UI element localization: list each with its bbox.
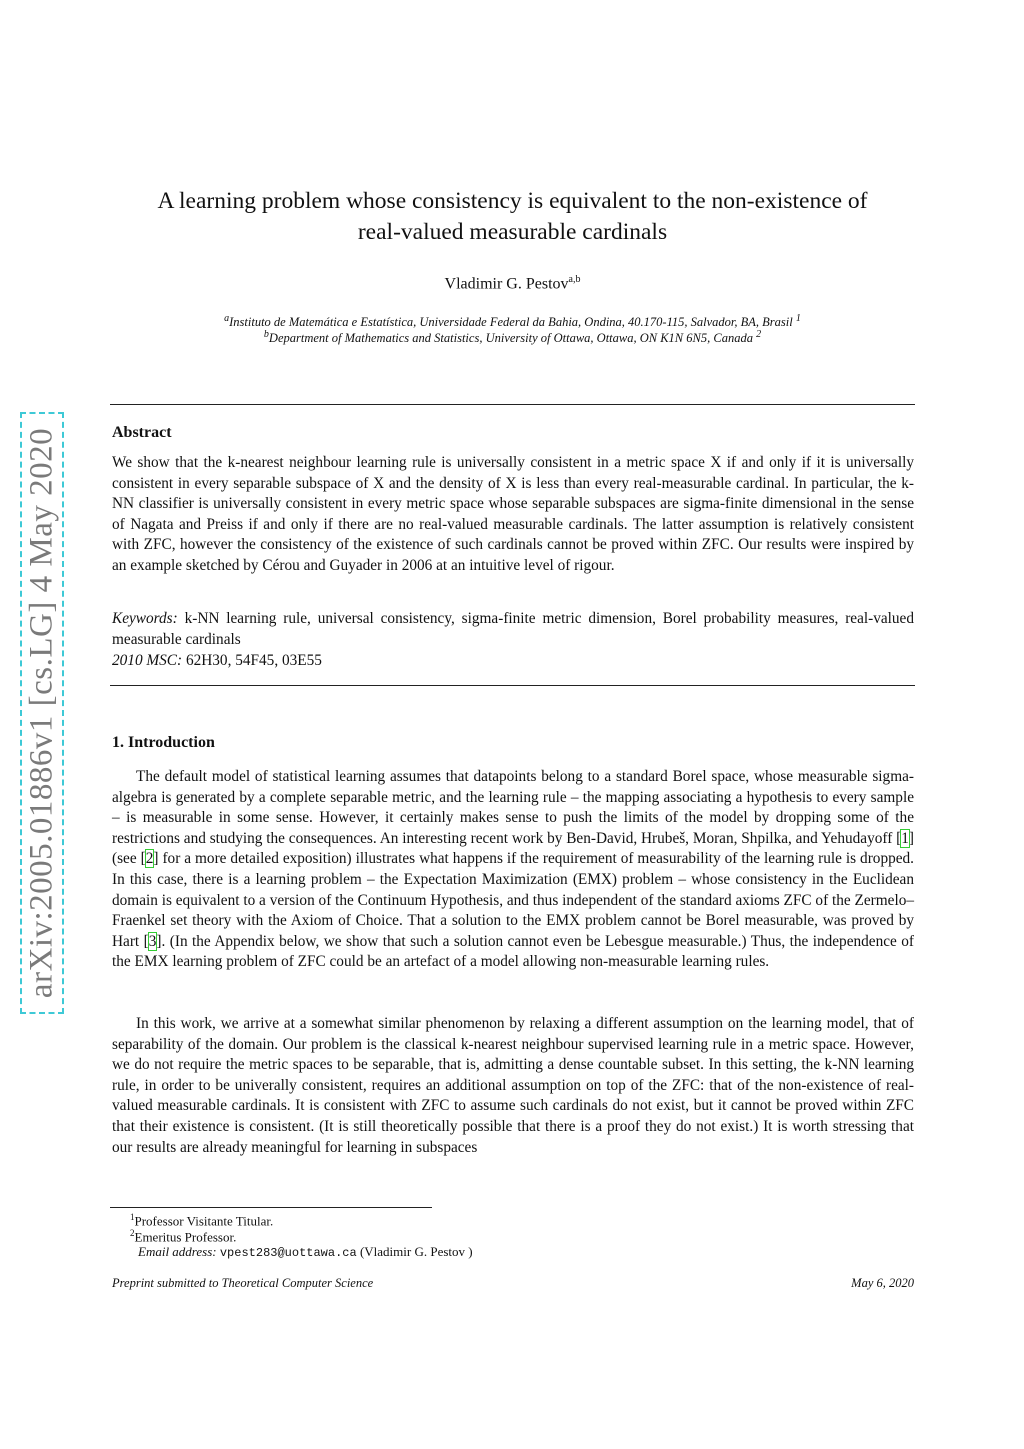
arxiv-identifier-text: arXiv:2005.01886v1 [cs.LG] 4 May 2020	[23, 427, 60, 999]
footnote-1-text: Professor Visitante Titular.	[134, 1213, 274, 1229]
intro-paragraph-2: In this work, we arrive at a somewhat similar phenomenon by relaxing a different assumption on the learning model, that of separability of the domain. Our problem is the classical k-nearest neighbour supervised learning rule in a metric space. However, we do not require the metric spaces to be separable, that is, admitting a dense countable subset. In this setting, the k-NN learning rule, in order to be univerally consistent, requires an additional assumption on top of the ZFC: that of the non-existence of real-valued measurable cardinals. It is consistent with ZFC to assume such cardinals do not exist, but it cannot be proved within ZFC that their existence is consistent. (It is still theoretically possible that there is a proof they do not exist.) It is worth stressing that our results are already meaningful for learning in subspaces	[112, 1015, 914, 1156]
paper-title	[110, 186, 915, 248]
footnote-2-mark: 2	[130, 1228, 135, 1238]
affiliation-b-text: Department of Mathematics and Statistics, University of Ottawa, Ottawa, ON K1N 6N5, Canada	[268, 331, 753, 346]
intro-p1-part-a: The default model of statistical learning assumes that datapoints belong to a standard Borel space, whose measurable sigma-algebra is generated by a complete separable metric, and the learning rule – the mapping associating a hypothesis to every sample – is measurable in some sense. However, it certainly makes sense to push the limits of the model by dropping some of the restrictions and studying the consequences. An interesting recent work by Ben-David, Hrubeš, Moran, Shpilka, and Yehudayoff	[112, 768, 914, 847]
footer-date: May 6, 2020	[851, 1276, 914, 1290]
footnote-1	[130, 1212, 273, 1229]
email-label: Email address:	[138, 1244, 217, 1259]
citation-link-3[interactable]: 3	[148, 932, 157, 950]
msc-label: 2010 MSC:	[112, 652, 183, 669]
email-owner: (Vladimir G. Pestov )	[359, 1244, 473, 1259]
keywords-text: k-NN learning rule, universal consistency, sigma-finite metric dimension, Borel probability measures, real-valued measurable cardinals	[112, 610, 914, 648]
intro-p1-part-b: (see	[112, 850, 141, 868]
intro-paragraph-1: The default model of statistical learning assumes that datapoints belong to a standard Borel space, whose measurable sigma-algebra is generated by a complete separable metric, and the learning rule – the mapping associating a hypothesis to every sample – is measurable in some sense. However, it certainly makes sense to push the limits of the model by dropping some of the restrictions and studying the consequences. An interesting recent work by Ben-David, Hrubeš, Moran, Shpilka, and Yehudayoff [1] (see [2] for a more detailed exposition) illustrates what happens if the requirement of measurability of the learning rule is dropped. In this case, there is a learning problem – the Expectation Maximization (EMX) problem – whose consistency in the Euclidean domain is equivalent to a version of the Continuum Hypothesis, and thus independent of the standard axioms ZFC of the Zermelo–Fraenkel set theory with the Axiom of Choice. That a solution to the EMX problem cannot be Borel measurable, was proved by Hart [3]. (In the Appendix below, we show that such a solution cannot even be Lebesgue measurable.) Thus, the independence of the EMX learning problem of ZFC could be an artefact of a model allowing non-measurable learning rules.	[112, 768, 915, 971]
title-line-1: A learning problem whose consistency is equivalent to the non-existence of	[157, 188, 868, 214]
footnote-2	[130, 1228, 236, 1245]
footnote-rule	[110, 1207, 432, 1208]
msc-text: 62H30, 54F45, 03E55	[185, 652, 322, 669]
abstract-heading: Abstract	[112, 424, 172, 441]
abstract-top-rule	[110, 404, 915, 405]
author-affiliation-marks: a,b	[568, 274, 581, 285]
section-heading-introduction: 1. Introduction	[112, 734, 215, 751]
abstract-body: We show that the k-nearest neighbour learning rule is universally consistent in a metric space X if and only if it is universally consistent in every separable subspace of X and the density of X is less than every real-measurable cardinal. In particular, the k-NN classifier is universally consistent in every metric space whose separable subspaces are sigma-finite dimensional in the sense of Nagata and Preiss if and only if there are no real-valued measurable cardinals. The latter assumption is relatively consistent with ZFC, however the consistency of the existence of such cardinals cannot be proved within ZFC. Our results were inspired by an example sketched by Cérou and Guyader in 2006 at an intuitive level of rigour.	[112, 454, 914, 574]
affiliation-a-text: Instituto de Matemática e Estatística, Universidade Federal da Bahia, Ondina, 40.170-115, Salvador, BA, Brasil	[229, 315, 793, 330]
affiliation-b-mark: b	[263, 329, 269, 340]
email-address-link[interactable]: vpest283@uottawa.ca	[219, 1246, 357, 1260]
arxiv-identifier-stamp[interactable]	[20, 412, 64, 1014]
affiliation-b	[110, 329, 915, 346]
citation-link-1[interactable]: 1	[901, 829, 909, 847]
affiliation-a-footnote-mark[interactable]: 1	[795, 313, 801, 324]
author-name: Vladimir G. Pestov	[444, 275, 569, 293]
abstract-bottom-rule	[110, 685, 915, 686]
keywords-label: Keywords:	[112, 610, 178, 627]
title-line-2: real-valued measurable cardinals	[357, 219, 668, 245]
affiliation-b-footnote-mark[interactable]: 2	[756, 329, 762, 340]
msc-codes	[112, 651, 914, 672]
keywords	[112, 609, 914, 650]
citation-link-2[interactable]: 2	[145, 850, 154, 868]
intro-p1-part-c: for a more detailed exposition) illustrates what happens if the requirement of measurability of the learning rule is dropped. In this case, there is a learning problem – the Expectation Maximization (EMX) problem – whose consistency in the Euclidean domain is equivalent to a version of the Continuum Hypothesis, and thus independent of the standard axioms ZFC of the Zermelo–Fraenkel set theory with the Axiom of Choice. That a solution to the EMX problem cannot be Borel measurable, was proved by Hart	[112, 850, 915, 950]
author-line	[110, 274, 915, 293]
footnote-1-mark: 1	[130, 1212, 135, 1222]
email-footnote	[138, 1244, 473, 1260]
intro-p1-part-d: . (In the Appendix below, we show that such a solution cannot even be Lebesgue measurable.) Thus, the independence of the EMX learning problem of ZFC could be an artefact of a model allowing non-measurable learning rules.	[112, 932, 914, 971]
affiliation-a-mark: a	[224, 313, 230, 324]
affiliation-a	[110, 313, 915, 330]
footnote-2-text: Emeritus Professor.	[134, 1229, 237, 1245]
footer-preprint-note: Preprint submitted to Theoretical Computer Science	[112, 1276, 374, 1290]
